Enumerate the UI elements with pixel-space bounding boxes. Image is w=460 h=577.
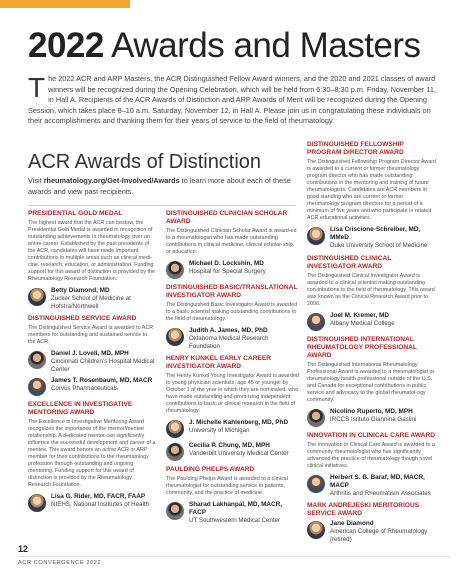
winner-affiliation: UT Southwestern Medical Center xyxy=(189,517,281,525)
award-heading: HENRY KUNKEL EARLY CAREER INVESTIGATOR AWARD xyxy=(166,355,272,371)
award-description: The Distinguished Fellowship Program Director Award is awarded to a current or former rheumatology program director who has made outstanding contributions in the mentoring and training of future rheumatologists. Candidates are ACR members in good standing who are current or former rheumatology program directors for a period of a minimum of five years and who participate in related ACR educational activities. xyxy=(307,159,437,221)
winner-photo xyxy=(166,443,184,461)
winner-affiliation: Cincinnati Children's Hospital Medical Center xyxy=(51,358,155,373)
visit-suffix: to learn more about each of these awards and view past recipients. xyxy=(28,176,291,196)
winner-affiliation: Hospital for Special Surgery xyxy=(189,268,266,275)
intro-paragraph xyxy=(28,74,438,127)
award-heading: DISTINGUISHED CLINICIAN SCHOLAR AWARD xyxy=(166,210,288,225)
visit-prefix: Visit xyxy=(28,176,44,185)
winner xyxy=(28,287,156,310)
section-title: ACR Awards of Distinction xyxy=(28,151,262,173)
winner-photo xyxy=(307,313,325,331)
winner-name: Cecilia P. Chung, MD, MPH xyxy=(189,442,270,450)
award-heading: DISTINGUISHED BASIC/TRANSLATIONAL INVESTIGATOR AWARD xyxy=(166,284,298,299)
winner-name: Betty Diamond, MD xyxy=(51,287,110,294)
award-heading: INNOVATION IN CLINICAL CARE AWARD xyxy=(307,431,435,439)
winner-affiliation: Zucker School of Medicine at Hofstra/Northwell xyxy=(51,295,131,310)
award-investigative-mentoring xyxy=(28,401,156,512)
award-innovation-clinical-care xyxy=(307,432,437,498)
winner xyxy=(307,312,437,331)
award-heading: PRESIDENTIAL GOLD MEDAL xyxy=(28,210,123,217)
award-description: The Distinguished Clinician Scholar Award is award-ed to a rheumatologist who has made outstanding contributions in clinical medicine, clinical scholar-ship, or education. xyxy=(166,228,297,255)
winner-affiliation: Oklahoma Medical Research Foundation xyxy=(189,335,269,350)
intro-dropcap: T xyxy=(28,72,46,103)
winner-affiliation: IRCCS Istituto Giannina Gaslini xyxy=(330,415,417,423)
winner xyxy=(166,260,299,279)
award-description: The Distinguished International Rheumatology Professional Award is awarded to a rheumatologist or rheumatology health professional outside of the U.S. and Canada for exceptional contributions in public service and advocacy to the global rheumatol-ogy community. xyxy=(307,361,435,403)
award-international-rheumatology xyxy=(307,336,437,427)
award-heading: EXCELLENCE IN INVESTIGATIVE MENTORING AWARD xyxy=(28,401,133,417)
winner-name: Jane Diamond xyxy=(330,520,374,528)
award-description: The Distinguished Service Award is awarded to ACR members for outstanding and sustained service to the ACR. xyxy=(28,325,154,346)
award-presidential-gold-medal xyxy=(28,210,156,310)
winner xyxy=(166,501,299,525)
winner-name: Daniel J. Lovell, MD, MPH xyxy=(51,350,129,358)
winner xyxy=(28,350,156,373)
winner-photo xyxy=(28,378,46,396)
winner-name: J. Michelle Kahlenberg, MD, PhD xyxy=(189,419,289,427)
award-basic-translational-investigator xyxy=(166,284,299,350)
winner-photo xyxy=(28,351,46,369)
award-henry-kunkel xyxy=(166,355,299,461)
award-heading: DISTINGUISHED INTERNATIONAL RHEUMATOLOGY PROFESSIONAL AWARD xyxy=(307,335,417,359)
award-mark-andrejeski xyxy=(307,502,437,543)
winner-name: Nicolino Ruperto, MD, MPH xyxy=(330,407,413,415)
winner xyxy=(307,474,437,498)
award-clinical-investigator xyxy=(307,255,437,331)
winner-photo xyxy=(166,502,184,520)
award-heading: DISTINGUISHED SERVICE AWARD xyxy=(28,315,137,323)
award-description: The Distinguished Clinical Investigator Award is awarded to a clinical scientist making outstanding con-tributions to the field of rheumatology. This award was known as the Clinical Research Award prior to 2006. xyxy=(307,272,435,307)
awards-link[interactable]: rheumatology.org/Get-Involved/Awards xyxy=(43,176,180,185)
winner-photo xyxy=(307,409,325,427)
page-number: 12 xyxy=(18,544,29,554)
winner-photo xyxy=(307,475,325,493)
award-distinguished-service xyxy=(28,315,156,396)
winner-affiliation: Corvus Pharmaceuticals xyxy=(51,385,119,393)
winner-photo xyxy=(166,420,184,438)
award-heading: DISTINGUISHED FELLOWSHIP PROGRAM DIRECTOR AWARD xyxy=(307,141,404,156)
winner-name: Lisa G. Rider, MD, FACR, FAAP xyxy=(51,493,146,501)
award-description: The Distinguished Basic Investigator Award is awarded to a basic scientist making outstanding contributions to the field of rheumatology. xyxy=(166,302,298,322)
title-year: 2022 xyxy=(28,26,104,65)
winner-affiliation: University of Michigan xyxy=(189,427,250,435)
winner-photo xyxy=(28,494,46,512)
winner-affiliation: Duke University School of Medicine xyxy=(330,242,428,249)
footer-publication: ACR CONVERGENCE 2022 xyxy=(18,560,102,566)
winner xyxy=(307,408,437,427)
award-description: The Henry Kunkel Young Investigator Award is awarded to young physician scientists, age 45 or younger by October 1 of the year in which they are nominated, who have made outstanding and prom-ising independent contributions to basic or clinical research in the field of rheumatology. xyxy=(166,373,299,415)
winner-photo xyxy=(166,261,184,279)
winner xyxy=(307,520,437,543)
award-description: The Innovation in Clinical Care Award is awarded to a community rheumatologist who has significantly advanced the practice of rheumatology though novel clinical initiatives. xyxy=(307,441,435,469)
winner xyxy=(307,226,437,250)
winner-affiliation: American College of Rheumatology (retired) xyxy=(330,528,428,543)
winner-photo xyxy=(166,328,184,346)
winner-affiliation: Vanderbilt University Medical Center xyxy=(189,450,289,458)
awards-column-1 xyxy=(28,210,156,517)
award-fellowship-program-director xyxy=(307,141,437,250)
page-title xyxy=(28,26,421,66)
winner xyxy=(166,419,299,438)
winner-name: Judith A. James, MD, PhD xyxy=(189,327,268,334)
winner-name: Herbert S. B. Baraf, MD, MACR, MACP xyxy=(330,473,425,489)
award-heading: PAULDING PHELPS AWARD xyxy=(166,466,255,474)
award-description: The Excellence in Investigative Mentoring Award recognizes the importance of the mentor/mentee relationship. A dedicated mentor can significantly influence the successful development and career of a mentee. This award honors an active ACR or ARP member for their contributions to the rheumatology profession through outstanding and ongoing mentoring. Funding support for this award of distinction is provided by the Rheumatology Research Foundation. xyxy=(28,419,156,489)
winner-photo xyxy=(307,227,325,245)
award-clinician-scholar xyxy=(166,210,299,279)
footer-divider xyxy=(18,556,450,557)
winner xyxy=(166,327,299,350)
award-heading: DISTINGUISHED CLINICAL INVESTIGATOR AWARD xyxy=(307,254,392,270)
winner-affiliation: NIEHS, National Institutes of Health xyxy=(51,501,150,509)
winner-name: Michael D. Lockshin, MD xyxy=(189,260,264,267)
winner-name: James T. Rosenbaum, MD, MACR xyxy=(51,377,153,385)
awards-column-2 xyxy=(166,210,299,530)
winner xyxy=(28,493,156,512)
intro-text: he 2022 ACR and ARP Masters, the ACR Distinguished Fellow Award winners, and the 2020 and 2021 classes of award winners will be recognized during the Opening Celebration, which will be held from 6:30–8:30 p.m. Friday, November 11, in Hall A. Recipients of the ACR Awards of Distinction and ARP Awards of Merit will be recognized during the Opening Session, which takes place 8–10 a.m. Saturday, November 12, in Hall A. Please join us in congratulating these individuals on their accomplishments and thanking them for their years of service to the field of rheumatology. xyxy=(28,74,436,125)
award-description: The highest award that the ACR can bestow, the Presidential Gold Medal is awarded in recognition of outstanding achievements in rheumatology over an entire career. Established by the past presidents of the ACR, candidates will have made important contributions in multiple areas such as clinical medi-cine, research, education, or administration. Funding support for this award of distinction is provided by the Rheumatology Research Foundation. xyxy=(28,220,156,282)
winner-affiliation: Arthritis and Rheumatism Associates xyxy=(330,489,431,497)
award-paulding-phelps xyxy=(166,466,299,525)
award-heading: MARK ANDREJESKI MERITORIOUS SERVICE AWARD xyxy=(307,502,420,518)
award-description: The Paulding Phelps Award is awarded to a clinical rheumatologist for outstanding service to patients, community, and the practice of medicine. xyxy=(166,476,288,497)
awards-column-3 xyxy=(307,141,437,548)
winner-affiliation: Albany Medical College xyxy=(330,319,395,327)
title-rest: Awards and Masters xyxy=(103,26,421,65)
winner xyxy=(28,377,156,396)
winner-name: Sharad Lakhanpal, MD, MACR, FACP xyxy=(189,501,283,517)
top-accent-bar xyxy=(0,0,130,8)
section-divider xyxy=(28,205,296,206)
winner-photo xyxy=(28,288,46,306)
winner xyxy=(166,442,299,461)
winner-photo xyxy=(307,521,325,539)
winner-name: Joel M. Kremer, MD xyxy=(330,311,389,319)
visit-line xyxy=(28,176,303,197)
winner-name: Lisa Criscione-Schreiber, MD, MMeD xyxy=(330,226,421,241)
